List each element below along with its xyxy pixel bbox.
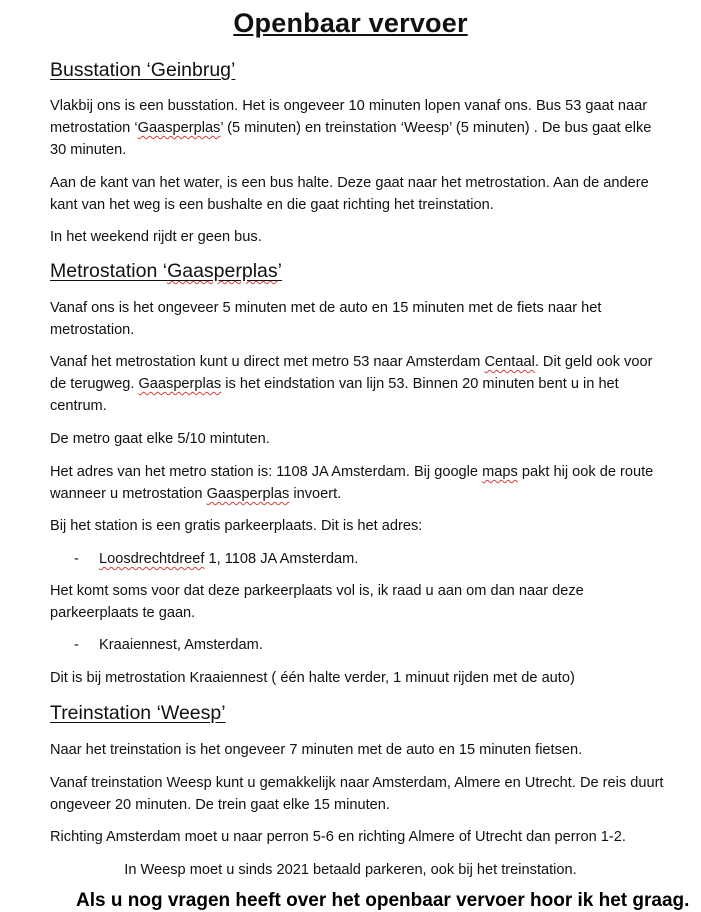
paragraph: Aan de kant van het water, is een bus halte. Deze gaat naar het metrostation. Aan de andere kant van het weg is een bushalte en die gaat richting het treinstation. <box>50 175 649 213</box>
paragraph: Het komt soms voor dat deze parkeerplaats vol is, ik raad u aan om dan naar deze parkeerplaats te gaan. <box>50 583 584 621</box>
paragraph: Vanaf treinstation Weesp kunt u gemakkelijk naar Amsterdam, Almere en Utrecht. De reis duurt ongeveer 20 minuten. De trein gaat elke 15 minuten. <box>50 775 664 813</box>
cut-off-line: Als u nog vragen heeft over het openbaar vervoer hoor ik het graag. <box>76 890 690 911</box>
section-heading-busstation: Busstation ‘Geinbrug’ <box>50 59 236 81</box>
paragraph-centered: In Weesp moet u sinds 2021 betaald parkeren, ook bij het treinstation. <box>124 862 577 878</box>
paragraph: Dit is bij metrostation Kraaiennest ( één halte verder, 1 minuut rijden met de auto) <box>50 670 575 686</box>
paragraph: Vlakbij ons is een busstation. Het is ongeveer 10 minuten lopen vanaf ons. Bus 53 gaat naar metrostation ‘Gaasperplas’ (5 minuten) en treinstation ‘Weesp’ (5 minuten) . De bus gaat elke 30 minuten. <box>50 98 652 158</box>
paragraph: De metro gaat elke 5/10 mintuten. <box>50 431 270 447</box>
paragraph: Naar het treinstation is het ongeveer 7 minuten met de auto en 15 minuten fietsen. <box>50 742 583 758</box>
paragraph: Het adres van het metro station is: 1108 JA Amsterdam. Bij google maps pakt hij ook de route wanneer u metrostation Gaasperplas invoert. <box>50 464 654 502</box>
page-title: Openbaar vervoer <box>233 8 468 38</box>
paragraph: Vanaf het metrostation kunt u direct met metro 53 naar Amsterdam Centaal. Dit geld ook voor de terugweg. Gaasperplas is het eindstation van lijn 53. Binnen 20 minuten bent u in het centrum. <box>50 354 653 414</box>
paragraph: In het weekend rijdt er geen bus. <box>50 229 262 245</box>
paragraph: Richting Amsterdam moet u naar perron 5-6 en richting Almere of Utrecht dan perron 1-2. <box>50 829 626 845</box>
paragraph: Bij het station is een gratis parkeerplaats. Dit is het adres: <box>50 518 423 534</box>
section-heading-metrostation: Metrostation ‘Gaasperplas’ <box>50 260 282 282</box>
document-page: Openbaar vervoer Busstation ‘Geinbrug’ Vlakbij ons is een busstation. Het is ongeveer 10 minuten lopen vanaf ons. Bus 53 gaat naar metrostation ‘Gaasperplas’ (5 minuten) en treinstation ‘Weesp’ (5 minuten) . De bus gaat elke 30 minuten. Aan de kant van het water, is een bus halte. Deze gaat naar het metrostation. Aan de andere kant van het weg is een bushalte en die gaat richting het treinstation. In het weekend rijdt er geen bus. Metrostation ‘Gaasperplas’ Vanaf ons is het ongeveer 5 minuten met de auto en 15 minuten met de fiets naar het metrostation. Vanaf het metrostation kunt u direct met metro 53 naar Amsterdam Centaal. Dit geld ook voor de terugweg. Gaasperplas is het eindstation van lijn 53. Binnen 20 minuten bent u in het centrum. De metro gaat elke 5/10 mintuten. Het adres van het metro station is: 1108 JA Amsterdam. Bij google maps pakt hij ook de route wanneer u metrostation Gaasperplas invoert. Bij het station is een gratis parkeerplaats. Dit is het adres: - Loosdrechtdreef 1, 1108 JA Amsterdam. Het komt soms voor dat deze parkeerplaats vol is, ik raad u aan om dan naar deze parkeerplaats te gaan. - Kraaiennest, Amsterdam. Dit is bij metrostation Kraaiennest ( één halte verder, 1 minuut rijden met de auto) Treinstation ‘Weesp’ Naar het treinstation is het ongeveer 7 minuten met de auto en 15 minuten fietsen. Vanaf treinstation Weesp kunt u gemakkelijk naar Amsterdam, Almere en Utrecht. De reis duurt ongeveer 20 minuten. De trein gaat elke 15 minuten. Richting Amsterdam moet u naar perron 5-6 en richting Almere of Utrecht dan perron 1-2. In Weesp moet u sinds 2021 betaald parkeren, ook bij het treinstation. Als u nog vragen heeft over het openbaar vervoer hoor ik het graag. <box>0 0 701 900</box>
section-heading-treinstation: Treinstation ‘Weesp’ <box>50 702 226 724</box>
paragraph: Vanaf ons is het ongeveer 5 minuten met de auto en 15 minuten met de fiets naar het metrostation. <box>50 300 602 338</box>
